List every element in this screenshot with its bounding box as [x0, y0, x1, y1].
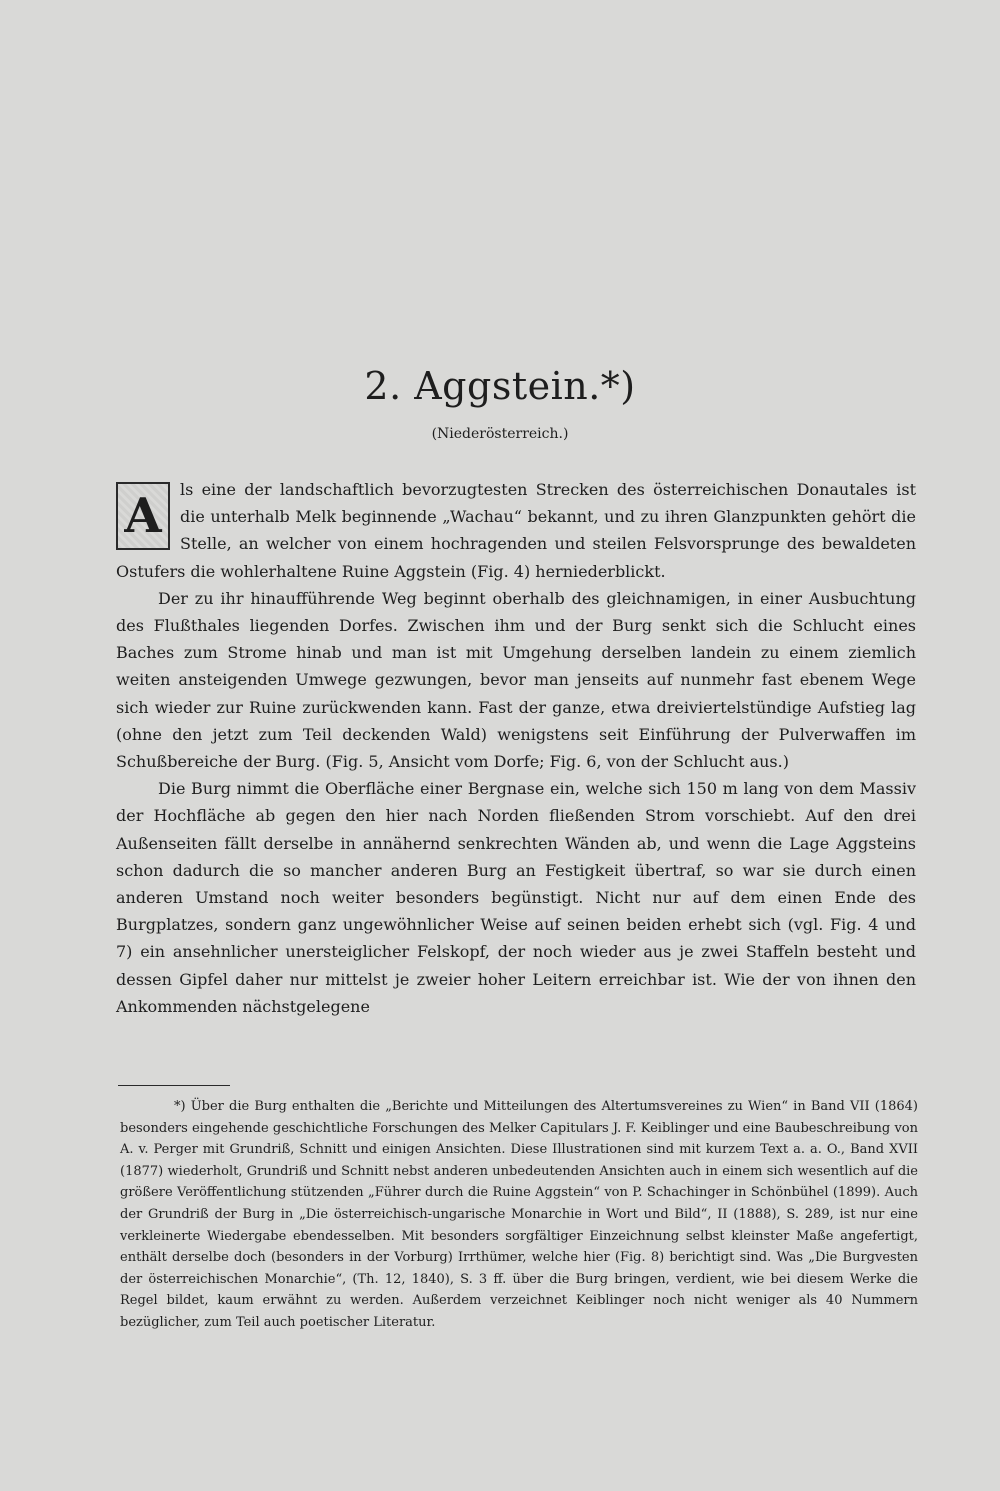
chapter-title: 2. Aggstein.*) — [364, 364, 636, 408]
footnote-divider — [118, 1085, 230, 1086]
paragraph-1 — [116, 476, 916, 585]
decorative-initial: A — [116, 482, 170, 550]
chapter-subtitle: (Niederösterreich.) — [431, 426, 569, 442]
paragraph-2: Der zu ihr hinaufführende Weg beginnt oberhalb des gleichnamigen, in einer Ausbuchtung des Flußthales liegenden Dorfes. Zwischen ihm und der Burg senkt sich die Schlucht eines Baches zum Strome hinab und man ist mit Umgehung derselben landein zu einem ziemlich weiten ansteigenden Umwege gezwungen, bevor man jenseits auf nunmehr fast ebenem Wege sich wieder zur Ruine zurückwenden kann. Fast der ganze, etwa dreiviertelstündige Aufstieg lag (ohne den jetzt zum Teil deckenden Wald) wenigstens seit Einführung der Pulverwaffen im Schußbereiche der Burg. (Fig. 5, Ansicht vom Dorfe; Fig. 6, von der Schlucht aus.) — [116, 588, 916, 772]
paragraph-3: Die Burg nimmt die Oberfläche einer Bergnase ein, welche sich 150 m lang von dem Massiv der Hochfläche ab gegen den hier nach Norden fließenden Strom vorschiebt. Auf den drei Außenseiten fällt derselbe in annähernd senkrechten Wänden ab, und wenn die Lage Aggsteins schon dadurch die so mancher anderen Burg an Festigkeit übertraf, so war sie durch einen anderen Umstand noch weiter besonders begünstigt. Nicht nur auf dem einen Ende des Burgplatzes, sondern ganz ungewöhnlicher Weise auf seinen beiden erhebt sich (vgl. Fig. 4 und 7) ein ansehnlicher unersteiglicher Felskopf, der noch wieder aus je zwei Staffeln besteht und dessen Gipfel daher nur mittelst je zweier hoher Leitern erreichbar ist. Wie der von ihnen den Ankommenden nächstgelegene — [116, 779, 916, 1016]
body-text — [116, 476, 916, 1020]
paragraph-1-text: ls eine der landschaftlich bevorzugtesten Strecken des österreichischen Donautales ist die unterhalb Melk beginnende „Wachau“ bekannt, und zu ihren Glanzpunkten gehört die Stelle, an welcher von einem hochragenden und steilen Felsvorsprunge des bewaldeten Ostufers die wohlerhaltene Ruine Aggstein (Fig. 4) herniederblickt. — [116, 480, 916, 581]
footnote — [120, 1096, 918, 1334]
footnote-text: *) Über die Burg enthalten die „Berichte und Mitteilungen des Altertumsvereines zu Wien“ in Band VII (1864) besonders eingehende geschichtliche Forschungen des Melker Capitulars J. F. Keiblinger und eine Baubeschreibung von A. v. Perger mit Grundriß, Schnitt und einigen Ansichten. Diese Illustrationen sind mit kurzem Text a. a. O., Band XVII (1877) wiederholt, Grundriß und Schnitt nebst anderen unbedeutenden Ansichten auch in einem sich wesentlich auf die größere Veröffentlichung stützenden „Führer durch die Ruine Aggstein“ von P. Schachinger in Schönbühel (1899). Auch der Grundriß der Burg in „Die österreichisch-ungarische Monarchie in Wort und Bild“, II (1888), S. 289, ist nur eine verkleinerte Wiedergabe ebendesselben. Mit besonders sorgfältiger Einzeichnung selbst kleinster Maße angefertigt, enthält derselbe doch (besonders in der Vorburg) Irrthümer, welche hier (Fig. 8) berichtigt sind. Was „Die Burgvesten der österreichischen Monarchie“, (Th. 12, 1840), S. 3 ff. über die Burg bringen, verdient, wie bei diesem Werke die Regel bildet, kaum erwähnt zu werden. Außerdem verzeichnet Keiblinger noch nicht weniger als 40 Nummern bezüglicher, zum Teil auch poetischer Literatur. — [120, 1099, 918, 1330]
